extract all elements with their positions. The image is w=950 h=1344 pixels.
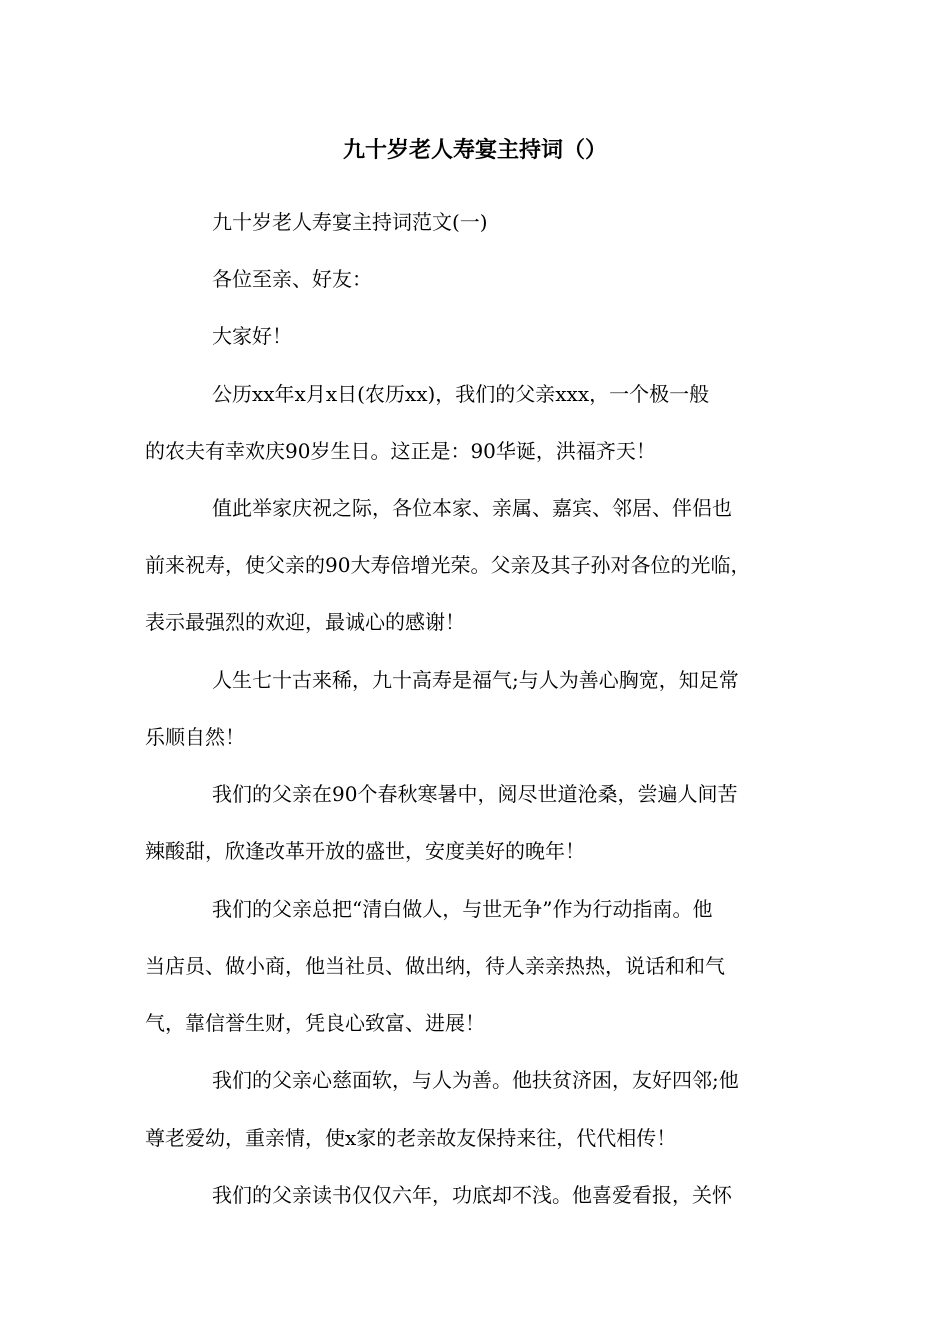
text-line: 我们的父亲总把“清白做人，与世无争”作为行动指南。他 [212, 897, 713, 921]
document-title: 九十岁老人寿宴主持词（） [342, 137, 607, 163]
text-line: 我们的父亲读书仅仅六年，功底却不浅。他喜爱看报，关怀 [212, 1183, 732, 1207]
text-line: 表示最强烈的欢迎，最诚心的感谢！ [145, 610, 465, 634]
text-line: 尊老爱幼，重亲情，使x家的老亲故友保持来往，代代相传！ [145, 1126, 677, 1150]
text-line: 我们的父亲心慈面软，与人为善。他扶贫济困，友好四邻;他 [212, 1068, 739, 1092]
text-line: 当店员、做小商，他当社员、做出纳，待人亲亲热热，说话和和气 [145, 954, 725, 978]
text-line: 乐顺自然！ [145, 725, 245, 749]
text-line: 各位至亲、好友： [212, 267, 372, 291]
text-line: 辣酸甜，欣逢改革开放的盛世，安度美好的晚年！ [145, 839, 585, 863]
text-line: 我们的父亲在90个春秋寒暑中，阅尽世道沧桑，尝遍人间苦 [212, 782, 738, 806]
text-line: 前来祝寿，使父亲的90大寿倍增光荣。父亲及其子孙对各位的光临， [145, 553, 751, 577]
text-line: 人生七十古来稀，九十高寿是福气;与人为善心胸宽，知足常 [212, 668, 739, 692]
text-line: 的农夫有幸欢庆90岁生日。这正是：90华诞，洪福齐天！ [145, 439, 656, 463]
text-line: 九十岁老人寿宴主持词范文(一) [212, 210, 488, 234]
text-line: 大家好！ [212, 324, 292, 348]
text-line: 公历xx年x月x日(农历xx)，我们的父亲xxx，一个极一般 [212, 382, 710, 406]
text-line: 值此举家庆祝之际，各位本家、亲属、嘉宾、邻居、伴侣也 [212, 496, 732, 520]
text-line: 气，靠信誉生财，凭良心致富、进展！ [145, 1011, 485, 1035]
